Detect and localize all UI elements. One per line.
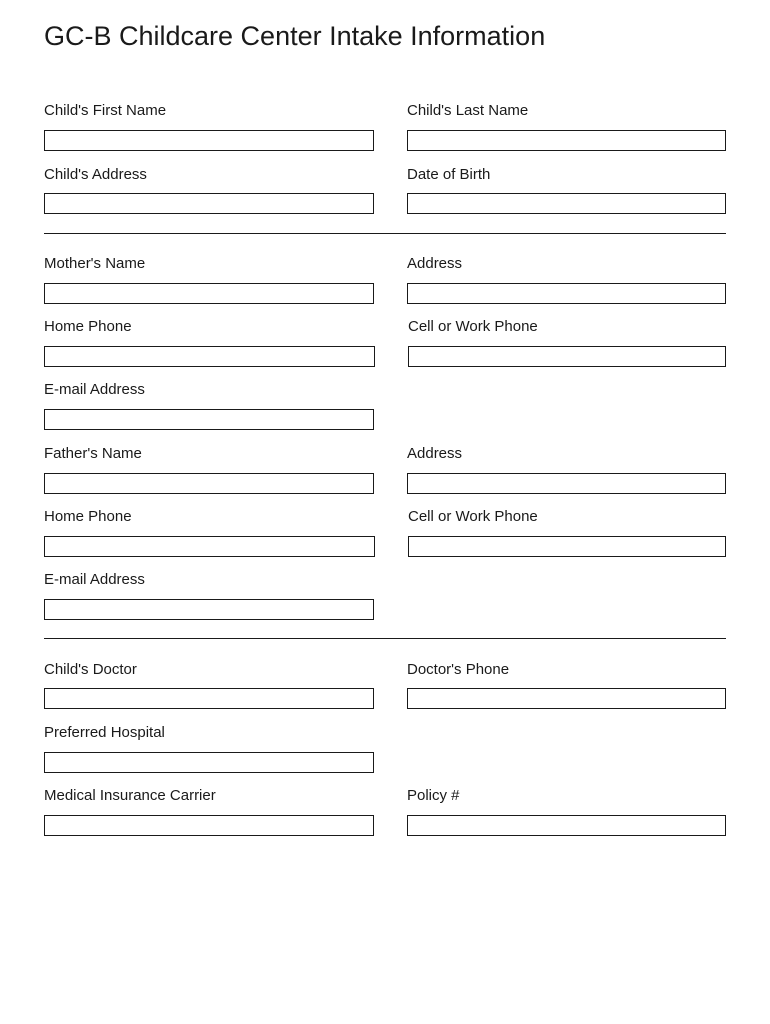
section-divider-parents xyxy=(44,638,726,639)
mother-cell-phone-input[interactable] xyxy=(408,346,726,367)
child-doctor-label: Child's Doctor xyxy=(44,661,137,678)
father-email-label: E-mail Address xyxy=(44,571,145,588)
page-title: GC-B Childcare Center Intake Information xyxy=(44,21,546,51)
father-cell-phone-input[interactable] xyxy=(408,536,726,557)
mother-cell-phone-label: Cell or Work Phone xyxy=(408,318,538,335)
date-of-birth-input[interactable] xyxy=(407,193,726,214)
father-home-phone-label: Home Phone xyxy=(44,508,132,525)
date-of-birth-label: Date of Birth xyxy=(407,166,491,183)
preferred-hospital-input[interactable] xyxy=(44,752,374,773)
mother-name-input[interactable] xyxy=(44,283,374,304)
father-home-phone-input[interactable] xyxy=(44,536,375,557)
mother-home-phone-input[interactable] xyxy=(44,346,375,367)
child-last-name-label: Child's Last Name xyxy=(407,102,529,119)
child-first-name-input[interactable] xyxy=(44,130,374,151)
child-address-label: Child's Address xyxy=(44,166,147,183)
father-name-label: Father's Name xyxy=(44,445,142,462)
doctor-phone-input[interactable] xyxy=(407,688,726,709)
child-doctor-input[interactable] xyxy=(44,688,374,709)
mother-home-phone-label: Home Phone xyxy=(44,318,132,335)
doctor-phone-label: Doctor's Phone xyxy=(407,661,510,678)
section-divider-child xyxy=(44,233,726,234)
child-last-name-input[interactable] xyxy=(407,130,726,151)
mother-email-input[interactable] xyxy=(44,409,374,430)
mother-address-input[interactable] xyxy=(407,283,726,304)
father-email-input[interactable] xyxy=(44,599,374,620)
preferred-hospital-label: Preferred Hospital xyxy=(44,724,165,741)
father-address-label: Address xyxy=(407,445,463,462)
policy-number-input[interactable] xyxy=(407,815,726,836)
insurance-carrier-input[interactable] xyxy=(44,815,374,836)
mother-name-label: Mother's Name xyxy=(44,255,146,272)
mother-address-label: Address xyxy=(407,255,463,272)
father-name-input[interactable] xyxy=(44,473,374,494)
child-first-name-label: Child's First Name xyxy=(44,102,167,119)
father-cell-phone-label: Cell or Work Phone xyxy=(408,508,538,525)
policy-number-label: Policy # xyxy=(407,787,460,804)
insurance-carrier-label: Medical Insurance Carrier xyxy=(44,787,216,804)
mother-email-label: E-mail Address xyxy=(44,381,145,398)
father-address-input[interactable] xyxy=(407,473,726,494)
child-address-input[interactable] xyxy=(44,193,374,214)
